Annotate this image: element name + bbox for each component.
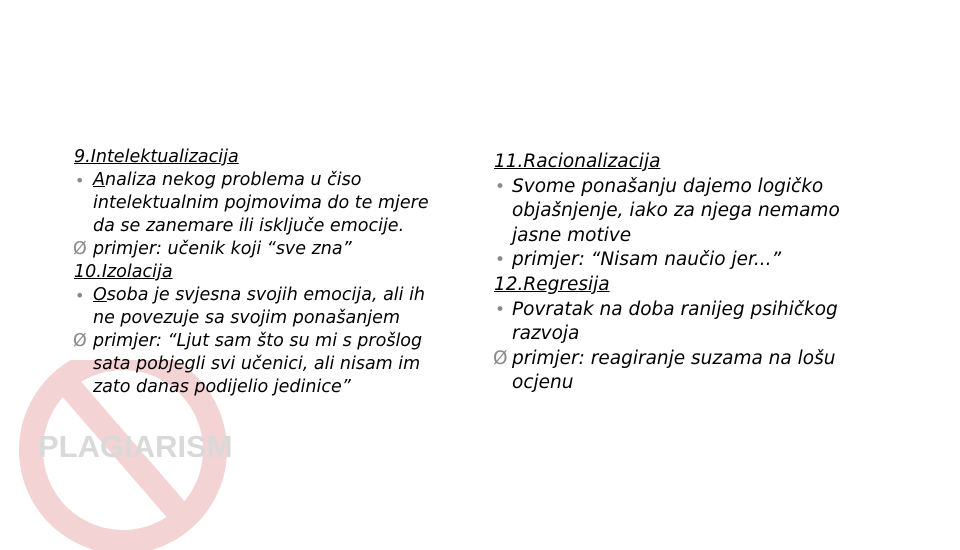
example-line: sata pobjegli svi učenici, ali nisam im xyxy=(93,354,421,374)
example-line: primjer: učenik koji “sve zna” xyxy=(93,239,352,259)
watermark-text: PLAGIARISM xyxy=(38,429,233,464)
definition-line: jasne motive xyxy=(512,224,632,246)
arrow-bullet-icon: Ø xyxy=(73,239,87,259)
definition-line: Povratak na doba ranijeg psihičkog xyxy=(512,298,838,320)
bullet-marker: • xyxy=(495,299,506,320)
definition-line: razvoja xyxy=(512,323,580,345)
example-intelektualizacija xyxy=(74,238,474,261)
example-racionalizacija xyxy=(494,248,894,273)
example-line: zato danas podijelio jedinice” xyxy=(93,377,351,397)
heading-intelektualizacija: 9.Intelektualizacija xyxy=(74,147,239,167)
example-izolacija xyxy=(74,330,474,399)
definition-line: objašnjenje, iako za njega nemamo xyxy=(512,200,840,222)
example-line: ocjenu xyxy=(512,372,574,394)
bullet-marker: • xyxy=(495,250,506,271)
definition-racionalizacija xyxy=(494,175,894,249)
right-column xyxy=(494,150,894,396)
definition-line: naliza nekog problema u čiso xyxy=(104,170,362,190)
definition-regresija xyxy=(494,298,894,347)
definition-intelektualizacija xyxy=(74,169,474,238)
heading-racionalizacija: 11.Racionalizacija xyxy=(494,151,661,172)
bullet-marker: • xyxy=(75,286,85,305)
example-line: primjer: “Nisam naučio jer...” xyxy=(512,249,782,271)
definition-line: soba je svjesna svojih emocija, ali ih xyxy=(106,285,426,305)
bullet-marker: • xyxy=(495,176,506,197)
definition-line: Svome ponašanju dajemo logičko xyxy=(512,175,824,197)
arrow-bullet-icon: Ø xyxy=(493,347,508,369)
definition-izolacija xyxy=(74,284,474,330)
left-column xyxy=(74,146,474,399)
definition-first-letter: O xyxy=(93,285,107,305)
definition-line: ne povezuje sa svojim ponašanjem xyxy=(93,308,400,328)
example-regresija xyxy=(494,347,894,396)
definition-line: da se zanemare ili isključe emocije. xyxy=(93,216,405,236)
definition-line: intelektualnim pojmovima do te mjere xyxy=(93,193,429,213)
bullet-marker: • xyxy=(75,171,85,190)
definition-first-letter: A xyxy=(93,170,105,190)
arrow-bullet-icon: Ø xyxy=(73,331,87,351)
example-line: primjer: “Ljut sam što su mi s prošlog xyxy=(93,331,423,351)
heading-izolacija: 10.Izolacija xyxy=(74,262,173,282)
heading-regresija: 12.Regresija xyxy=(494,273,610,295)
example-line: primjer: reagiranje suzama na lošu xyxy=(512,347,836,369)
